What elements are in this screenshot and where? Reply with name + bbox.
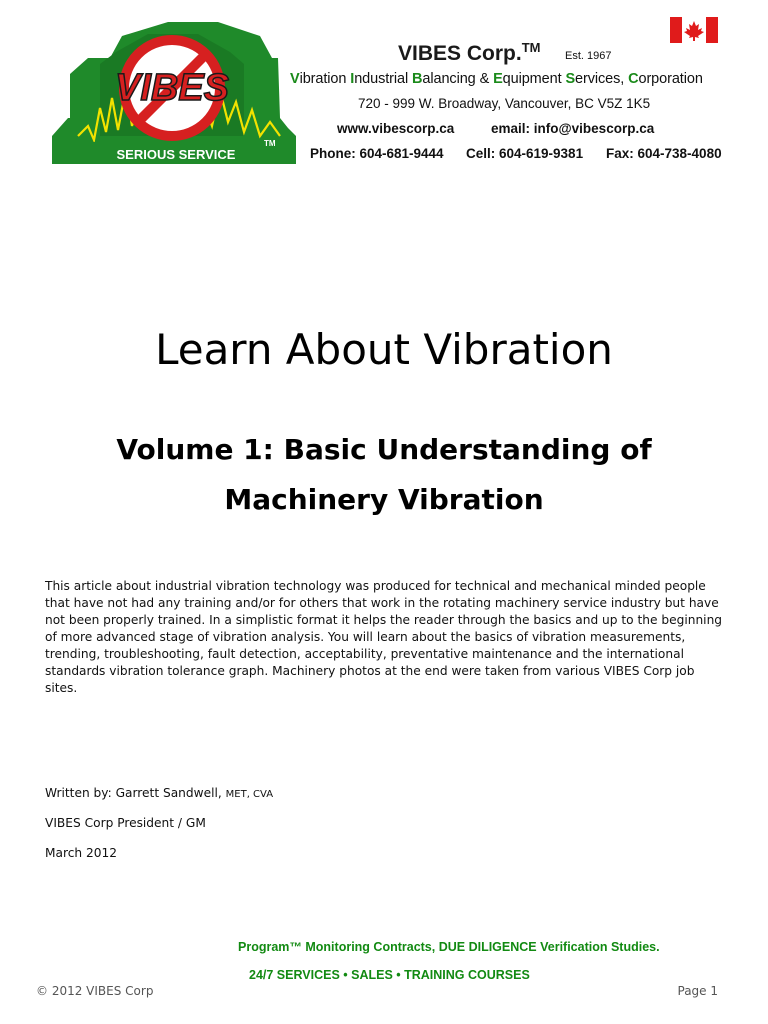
subtitle-line-1: Volume 1: Basic Understanding of — [116, 433, 652, 466]
logo-tm: TM — [264, 139, 276, 148]
company-fax: Fax: 604-738-4080 — [606, 146, 722, 161]
company-phone: Phone: 604-681-9444 — [310, 146, 444, 161]
logo-wordmark: VIBES — [114, 67, 230, 109]
company-address: 720 - 999 W. Broadway, Vancouver, BC V5Z 1K5 — [358, 96, 651, 111]
copyright-notice: © 2012 VIBES Corp — [36, 984, 154, 998]
intro-paragraph: This article about industrial vibration technology was produced for technical and mechanical minded people that have not had any training and/or for others that work in the rotating machinery service industry but have not been properly trained. In a simplistic format it helps the reader through the basics and up to the beginning of more advanced stage of vibration analysis. You will learn about the basics of vibration measurements, trending, troubleshooting, fault detection, acceptability, preventative maintenance and the international standards vibration tolerance graph. Machinery photos at the end were taken from various VIBES Corp job sites. — [45, 579, 723, 695]
company-cell: Cell: 604-619-9381 — [466, 146, 584, 161]
subtitle-line-2: Machinery Vibration — [224, 483, 544, 516]
company-website-link[interactable]: www.vibescorp.ca — [337, 121, 455, 136]
footer-offerings-line: 24/7 SERVICES • SALES • TRAINING COURSES — [249, 968, 530, 982]
company-name: VIBES Corp.™ — [398, 40, 541, 65]
publication-date: March 2012 — [45, 846, 118, 860]
author-line: Written by: Garrett Sandwell, MET, CVA — [45, 786, 274, 800]
footer-services-line: Program™ Monitoring Contracts, DUE DILIGENCE Verification Studies. — [238, 940, 660, 954]
company-email-link[interactable]: email: info@vibescorp.ca — [491, 121, 655, 136]
company-full-name: Vibration Industrial Balancing & Equipment Services, Corporation — [290, 71, 703, 87]
vibes-logo — [48, 18, 298, 166]
company-established: Est. 1967 — [565, 50, 612, 62]
page-number: Page 1 — [677, 984, 718, 998]
author-credentials: MET, CVA — [225, 789, 274, 800]
canada-flag-icon — [670, 17, 718, 43]
author-role: VIBES Corp President / GM — [45, 816, 206, 830]
document-subtitle — [0, 425, 768, 525]
logo-tagline: SERIOUS SERVICE — [116, 147, 236, 162]
document-title: Learn About Vibration — [155, 325, 613, 374]
